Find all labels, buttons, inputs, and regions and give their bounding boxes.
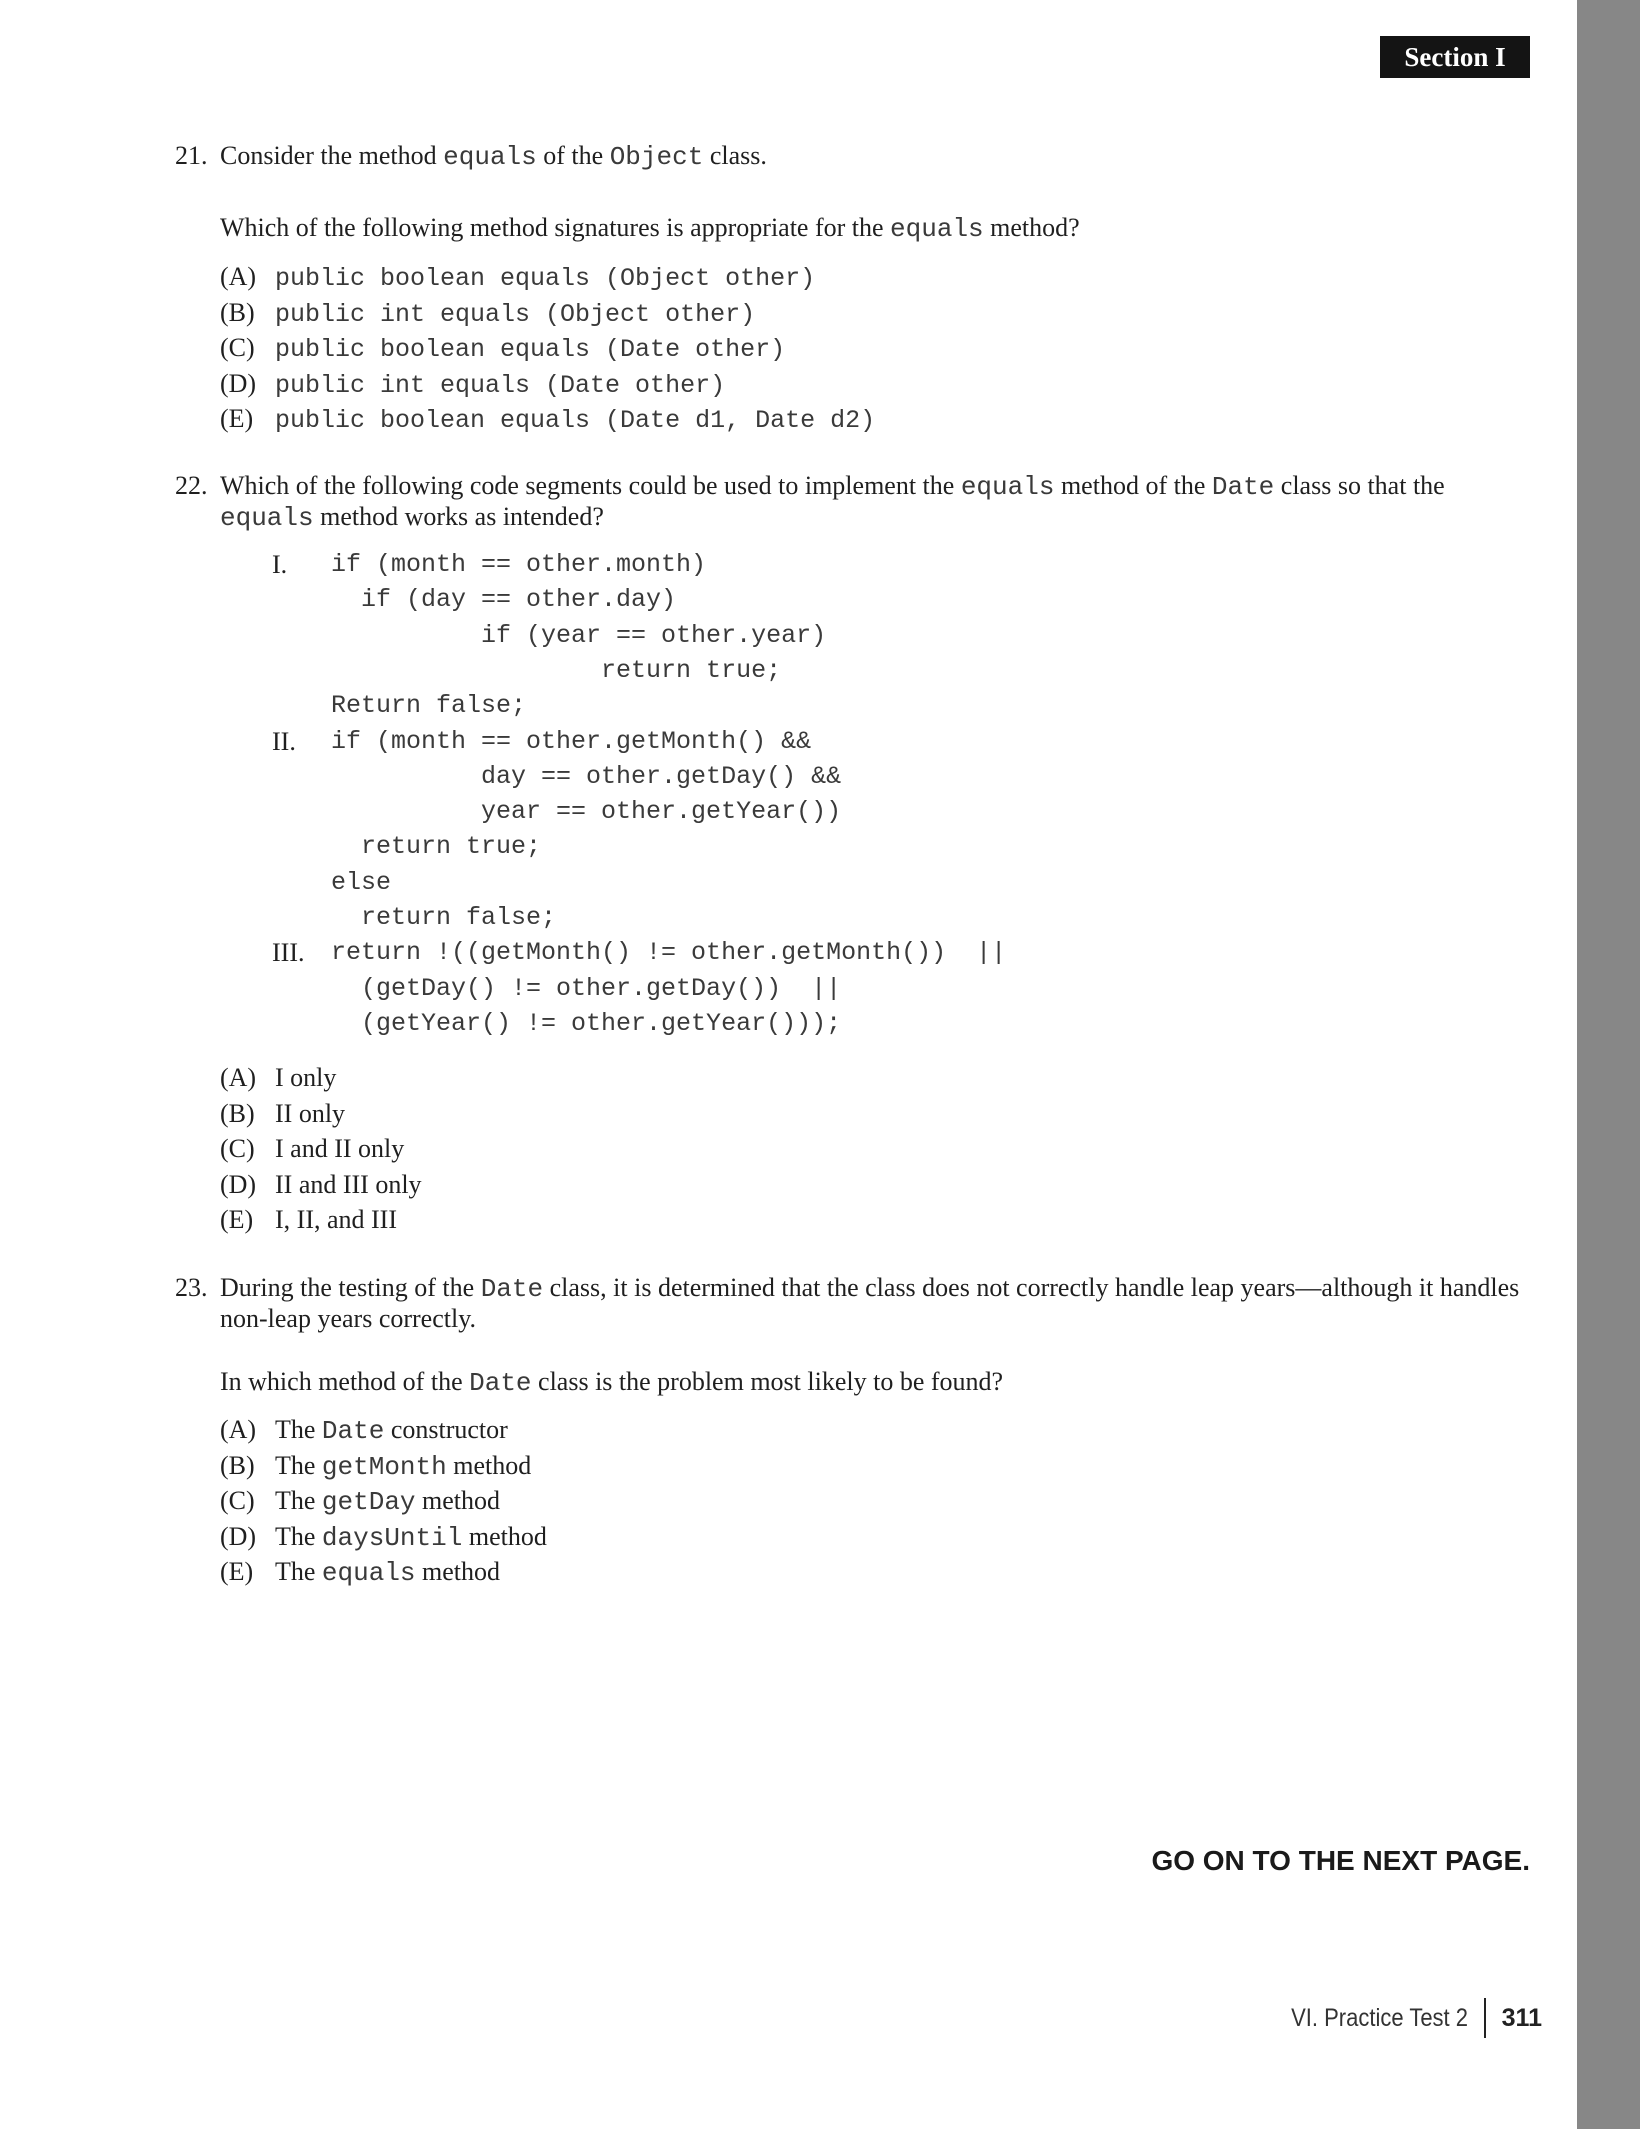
option-text-post: method [446, 1450, 532, 1480]
option-text-pre: The [275, 1415, 322, 1444]
answer-option [220, 1167, 422, 1203]
answer-option [220, 366, 725, 404]
q22-prompt-line2: equals method works as intended? [220, 502, 604, 533]
q23-prompt-line2: non-leap years correctly. [220, 1304, 477, 1333]
code-line: if (month == other.month) [331, 550, 707, 579]
option-code: getMonth [321, 1451, 447, 1482]
page-number: 311 [1501, 2003, 1542, 2032]
option-text-post: method [415, 1486, 501, 1515]
code-line: return !((getMonth() != other.getMonth()) || [331, 938, 1007, 968]
option-letter: (C) [220, 333, 255, 362]
footer-divider [1484, 1998, 1486, 2038]
code-line: year == other.getYear()) [331, 797, 842, 827]
code-line: if (day == other.day) [331, 585, 677, 615]
side-edge-bar [1577, 0, 1640, 2129]
code-line: if (month == other.getMonth() && [331, 726, 812, 756]
option-code: getDay [321, 1487, 416, 1517]
option-text: II and III only [275, 1169, 422, 1199]
code-line: (getYear() != other.getYear())); [331, 1008, 842, 1038]
option-code: public int equals (Date other) [275, 370, 726, 400]
option-code: public boolean equals (Date other) [275, 335, 786, 364]
segment-label: I. [272, 550, 288, 579]
option-letter: (A) [220, 1063, 257, 1092]
code-line: return true; [331, 832, 542, 862]
option-letter: (A) [220, 262, 257, 291]
option-text: I, II, and III [275, 1205, 397, 1234]
option-text-pre: The [275, 1450, 322, 1480]
answer-option [220, 330, 785, 368]
answer-option [220, 1448, 531, 1486]
option-letter: (D) [220, 1169, 257, 1199]
option-text-pre: The [275, 1521, 322, 1551]
running-title: VI. Practice Test 2 [1290, 2003, 1468, 2032]
option-text-post: method [462, 1521, 547, 1551]
answer-option [220, 401, 875, 439]
option-letter: (B) [220, 1450, 255, 1480]
option-letter: (E) [220, 1557, 254, 1586]
option-letter: (D) [220, 1521, 257, 1551]
option-letter: (E) [220, 404, 254, 433]
q22-prompt-line1: Which of the following code segments could be used to implement the equals method of the Date class so that the [220, 471, 1445, 502]
code-line: return false; [331, 903, 557, 932]
page-footer [1267, 1996, 1542, 2040]
option-code: daysUntil [321, 1522, 463, 1553]
answer-option [220, 1202, 397, 1238]
option-text: I and II only [275, 1134, 405, 1163]
option-text: I only [275, 1063, 337, 1092]
q21-prompt: Which of the following method signatures is appropriate for the equals method? [220, 213, 1080, 244]
option-text-post: method [415, 1557, 501, 1586]
answer-option [220, 1519, 547, 1557]
answer-option [220, 1412, 508, 1450]
section-label: Section I [1380, 36, 1530, 78]
option-code: public int equals (Object other) [275, 299, 756, 329]
option-letter: (A) [220, 1415, 257, 1444]
q22-number: 22. [175, 471, 208, 500]
answer-option [220, 1060, 336, 1096]
option-text-pre: The [275, 1486, 322, 1515]
q23-number: 23. [175, 1273, 208, 1302]
segment-label: II. [272, 726, 296, 756]
code-line: day == other.getDay() && [331, 761, 842, 791]
q23-prompt-line1: During the testing of the Date class, it is determined that the class does not correctly handle leap years—although it handles [220, 1273, 1520, 1304]
option-code: public boolean equals (Date d1, Date d2) [275, 406, 876, 435]
code-line: (getDay() != other.getDay()) || [331, 973, 842, 1003]
option-letter: (E) [220, 1205, 254, 1234]
answer-option [220, 1554, 500, 1592]
option-text-pre: The [275, 1557, 322, 1586]
option-letter: (C) [220, 1486, 255, 1515]
code-line: else [331, 867, 392, 897]
option-text: II only [275, 1098, 346, 1128]
option-code: equals [321, 1558, 416, 1588]
option-letter: (C) [220, 1134, 255, 1163]
answer-option [220, 1483, 500, 1521]
option-letter: (D) [220, 368, 257, 398]
segment-label: III. [272, 938, 305, 968]
q21-number: 21. [175, 141, 208, 170]
q21-intro: Consider the method equals of the Object class. [220, 141, 767, 172]
option-letter: (B) [220, 297, 255, 327]
answer-option [220, 295, 755, 333]
option-code: Date [321, 1416, 385, 1446]
answer-option [220, 1131, 404, 1167]
option-code: public boolean equals (Object other) [275, 264, 816, 293]
q23-question: In which method of the Date class is the problem most likely to be found? [220, 1367, 1004, 1398]
option-letter: (B) [220, 1098, 255, 1128]
code-line: if (year == other.year) [331, 620, 827, 650]
answer-option [220, 1096, 345, 1132]
answer-option [220, 259, 815, 297]
code-line: Return false; [331, 691, 527, 721]
go-next-page: GO ON TO THE NEXT PAGE. [1151, 1845, 1530, 1876]
code-line: return true; [331, 655, 782, 685]
option-text-post: constructor [384, 1415, 508, 1444]
